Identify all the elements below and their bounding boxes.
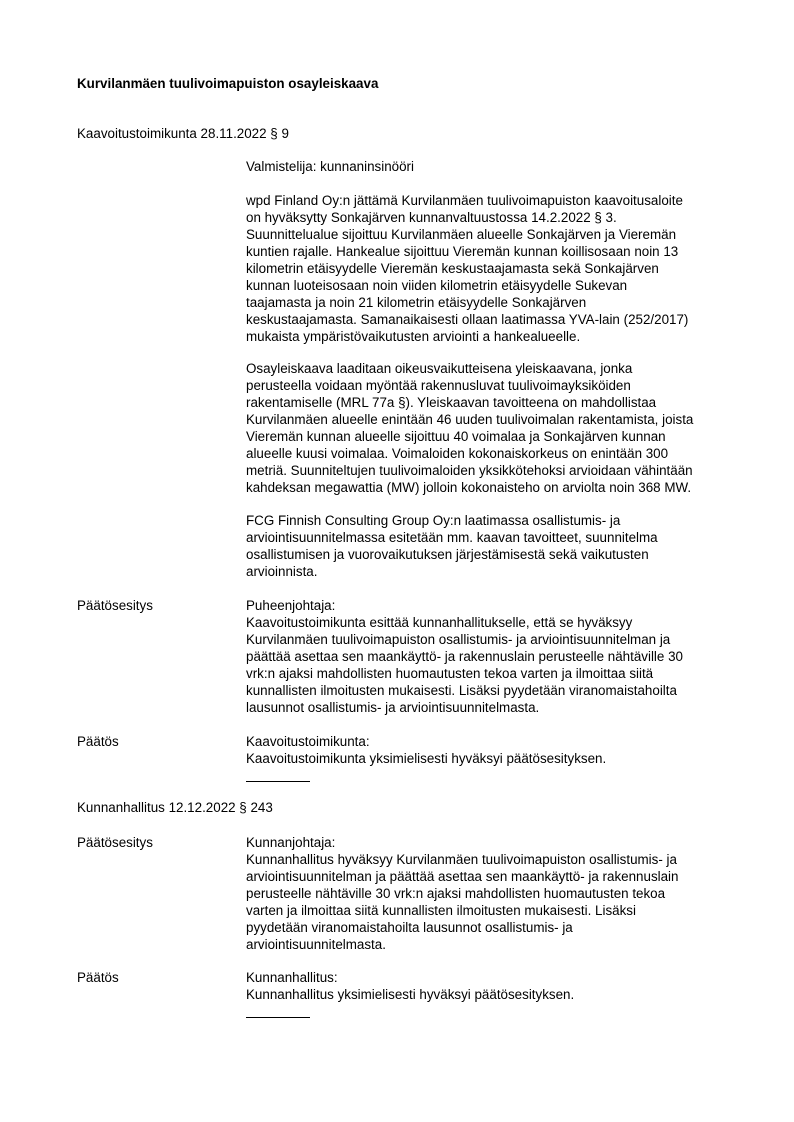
paragraph-line: taajamasta ja noin 21 kilometrin etäisyydelle Sonkajärven [246, 295, 587, 310]
paragraph-line: kilometrin etäisyydelle Vieremän keskustaajamasta sekä Sonkajärven [246, 261, 659, 276]
paragraph-line: keskustaajamasta. Samanaikaisesti ollaan laatimassa YVA-lain (252/2017) [246, 312, 689, 327]
proposal-line: arviointisuunnitelmasta. [246, 937, 386, 952]
proposal-line: varten ja ilmoittaa siitä kunnallisten ilmoitusten mukaisesti. Lisäksi [246, 903, 636, 918]
section1-proposal-label: Päätösesitys [77, 598, 153, 613]
paragraph-line: perusteella voidaan myöntää rakennusluvat tuulivoimayksiköiden [246, 378, 631, 393]
proposal-line: perusteelle nähtäville 30 vrk:n ajaksi mahdollisten huomautusten tekoa [246, 886, 666, 901]
proposal-line: pyydetään viranomaistahoilta lausunnot osallistumis- ja [246, 920, 573, 935]
decision-line: Kaavoitustoimikunta: [246, 734, 370, 749]
section2-heading: Kunnanhallitus 12.12.2022 § 243 [77, 800, 273, 815]
proposal-line: Kaavoitustoimikunta esittää kunnanhallitukselle, että se hyväksyy [246, 615, 633, 630]
decision-line: Kunnanhallitus yksimielisesti hyväksyi päätösesityksen. [246, 987, 575, 1002]
paragraph-line: osallistumisen ja vuorovaikutuksen järjestämisestä sekä vaikutusten [246, 547, 649, 562]
proposal-line: lausunnot osallistumis- ja arviointisuunnitelmasta. [246, 700, 540, 715]
section1-heading: Kaavoitustoimikunta 28.11.2022 § 9 [77, 126, 289, 141]
section1-preparer: Valmistelija: kunnaninsinööri [246, 159, 414, 174]
paragraph-line: Suunnittelualue sijoittuu Kurvilanmäen alueelle Sonkajärven ja Vieremän [246, 227, 677, 242]
paragraph-line: wpd Finland Oy:n jättämä Kurvilanmäen tuulivoimapuiston kaavoitusaloite [246, 193, 683, 208]
section2-proposal-text [246, 834, 746, 953]
paragraph-line: Kurvilanmäen alueelle enintään 46 uuden tuulivoimalan rakentamista, joista [246, 412, 694, 427]
section2-proposal-label: Päätösesitys [77, 835, 153, 850]
section1-end-rule [246, 781, 310, 782]
proposal-line: vrk:n ajaksi mahdollisten huomautusten tekoa varten ja ilmoittaa siitä [246, 666, 654, 681]
proposal-line: Kunnanjohtaja: [246, 835, 336, 850]
paragraph-line: arvioinnista. [246, 564, 318, 579]
section1-paragraph-2 [246, 360, 746, 496]
section1-paragraph-1 [246, 192, 746, 345]
paragraph-line: kunnan luoteisosaan noin viiden kilometrin etäisyydelle Sukevan [246, 278, 628, 293]
section1-decision-text [246, 733, 746, 767]
paragraph-line: kahdeksan megawattia (MW) jolloin kokonaisteho on arviolta noin 368 MW. [246, 480, 692, 495]
section2-decision-label: Päätös [77, 970, 119, 985]
paragraph-line: Osayleiskaava laaditaan oikeusvaikutteisena yleiskaavana, jonka [246, 361, 633, 376]
paragraph-line: arviointisuunnitelmassa esitetään mm. kaavan tavoitteet, suunnitelma [246, 530, 658, 545]
section1-decision-label: Päätös [77, 734, 119, 749]
paragraph-line: kuntien rajalle. Hankealue sijoittuu Vieremän kunnan koillisosaan noin 13 [246, 244, 679, 259]
proposal-line: arviointisuunnitelman ja päättää asettaa sen maankäyttö- ja rakennuslain [246, 869, 679, 884]
section1-paragraph-3 [246, 512, 746, 580]
decision-line: Kunnanhallitus: [246, 970, 338, 985]
paragraph-line: mukaista ympäristövaikutusten arviointi a hankealueelle. [246, 329, 581, 344]
decision-line: Kaavoitustoimikunta yksimielisesti hyväksyi päätösesityksen. [246, 751, 607, 766]
proposal-line: päättää asettaa sen maankäyttö- ja rakennuslain perusteelle nähtäville 30 [246, 649, 683, 664]
section2-decision-text [246, 969, 746, 1003]
section1-proposal-text [246, 597, 746, 716]
proposal-line: Puheenjohtaja: [246, 598, 336, 613]
paragraph-line: on hyväksytty Sonkajärven kunnanvaltuustossa 14.2.2022 § 3. [246, 210, 617, 225]
paragraph-line: FCG Finnish Consulting Group Oy:n laatimassa osallistumis- ja [246, 513, 621, 528]
paragraph-line: alueelle kuusi voimalaa. Voimaloiden kokonaiskorkeus on enintään 300 [246, 446, 669, 461]
paragraph-line: Vieremän kunnan alueelle sijoittuu 40 voimalaa ja Sonkajärven kunnan [246, 429, 666, 444]
proposal-line: kunnallisten ilmoitusten mukaisesti. Lisäksi pyydetään viranomaistahoilta [246, 683, 677, 698]
proposal-line: Kunnanhallitus hyväksyy Kurvilanmäen tuulivoimapuiston osallistumis- ja [246, 852, 677, 867]
proposal-line: Kurvilanmäen tuulivoimapuiston osallistumis- ja arviointisuunnitelman ja [246, 632, 671, 647]
section2-end-rule [246, 1017, 310, 1018]
paragraph-line: metriä. Suunniteltujen tuulivoimaloiden yksikkötehoksi arvioidaan vähintään [246, 463, 693, 478]
document-title: Kurvilanmäen tuulivoimapuiston osayleiskaava [77, 76, 379, 91]
paragraph-line: rakentamiselle (MRL 77a §). Yleiskaavan tavoitteena on mahdollistaa [246, 395, 657, 410]
